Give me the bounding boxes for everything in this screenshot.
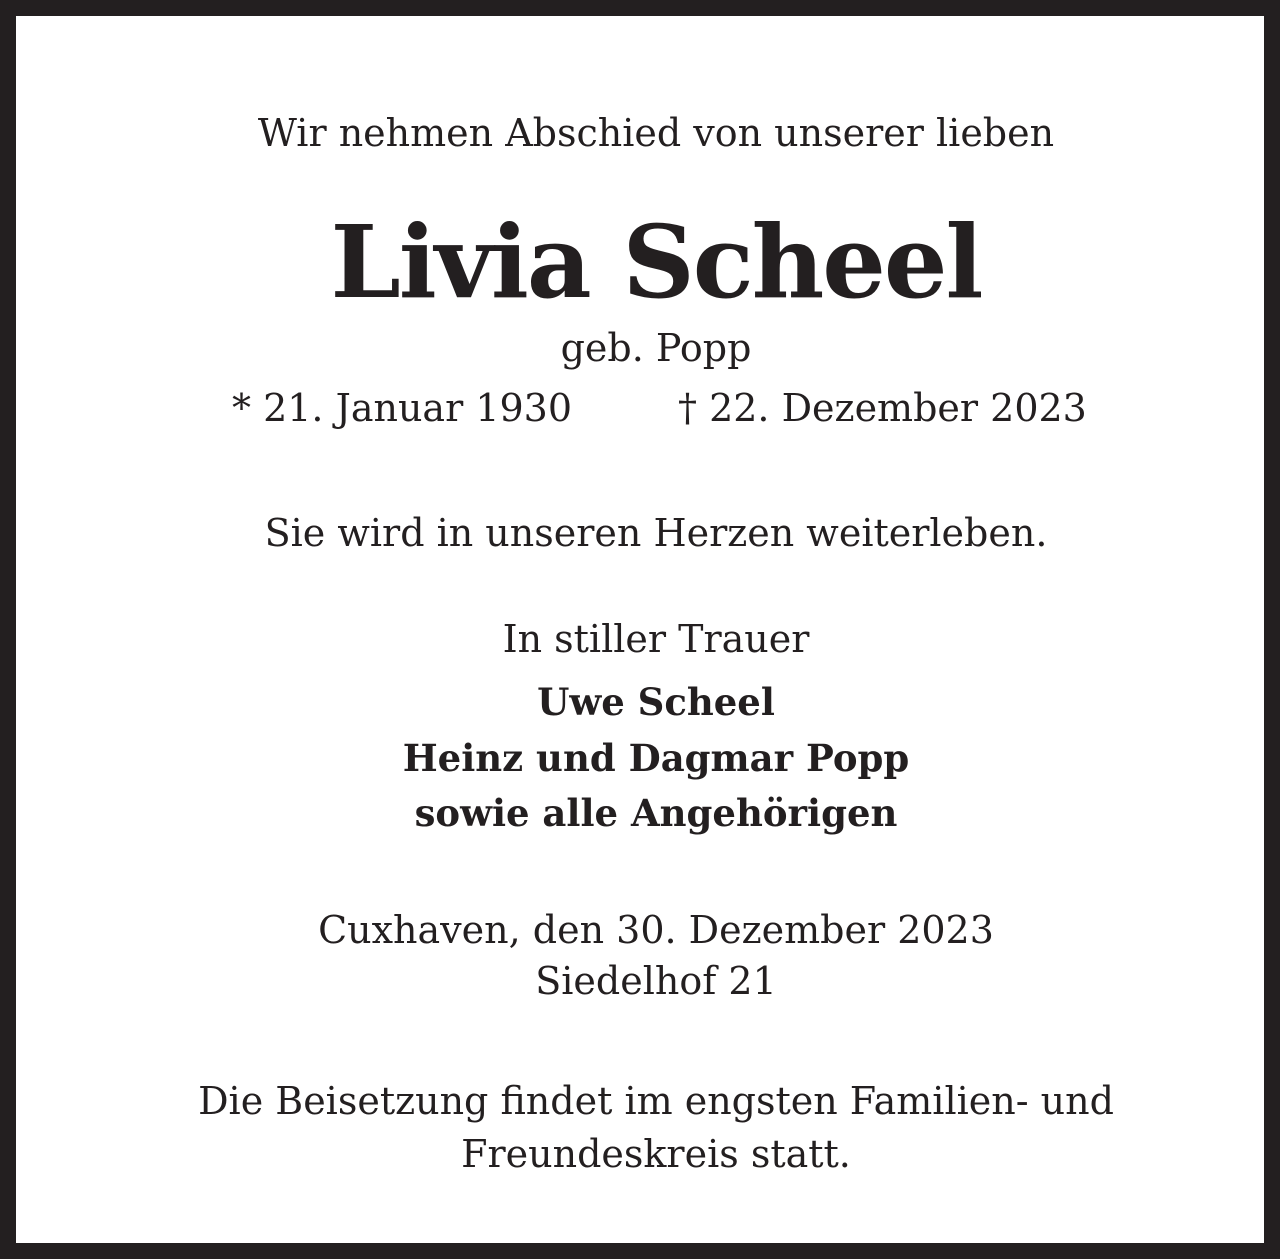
place-date: Cuxhaven, den 30. Dezember 2023 xyxy=(318,908,994,952)
mourner-name: Uwe Scheel xyxy=(537,680,775,724)
life-dates xyxy=(16,386,1280,430)
birth-date: * 21. Januar 1930 xyxy=(232,386,573,430)
memorial-quote: Sie wird in unseren Herzen weiterleben. xyxy=(264,511,1048,555)
funeral-note-line: Freundeskreis statt. xyxy=(461,1132,851,1176)
address: Siedelhof 21 xyxy=(535,959,777,1003)
mourner-name: Heinz und Dagmar Popp xyxy=(402,736,910,780)
death-date: † 22. Dezember 2023 xyxy=(678,386,1087,430)
mourning-line: In stiller Trauer xyxy=(502,617,810,661)
deceased-name: Livia Scheel xyxy=(330,203,982,321)
intro-line: Wir nehmen Abschied von unserer lieben xyxy=(257,111,1055,155)
mourner-name: sowie alle Angehörigen xyxy=(414,791,898,835)
funeral-note-line: Die Beisetzung findet im engsten Familien- und xyxy=(198,1079,1114,1123)
maiden-name: geb. Popp xyxy=(560,326,752,370)
